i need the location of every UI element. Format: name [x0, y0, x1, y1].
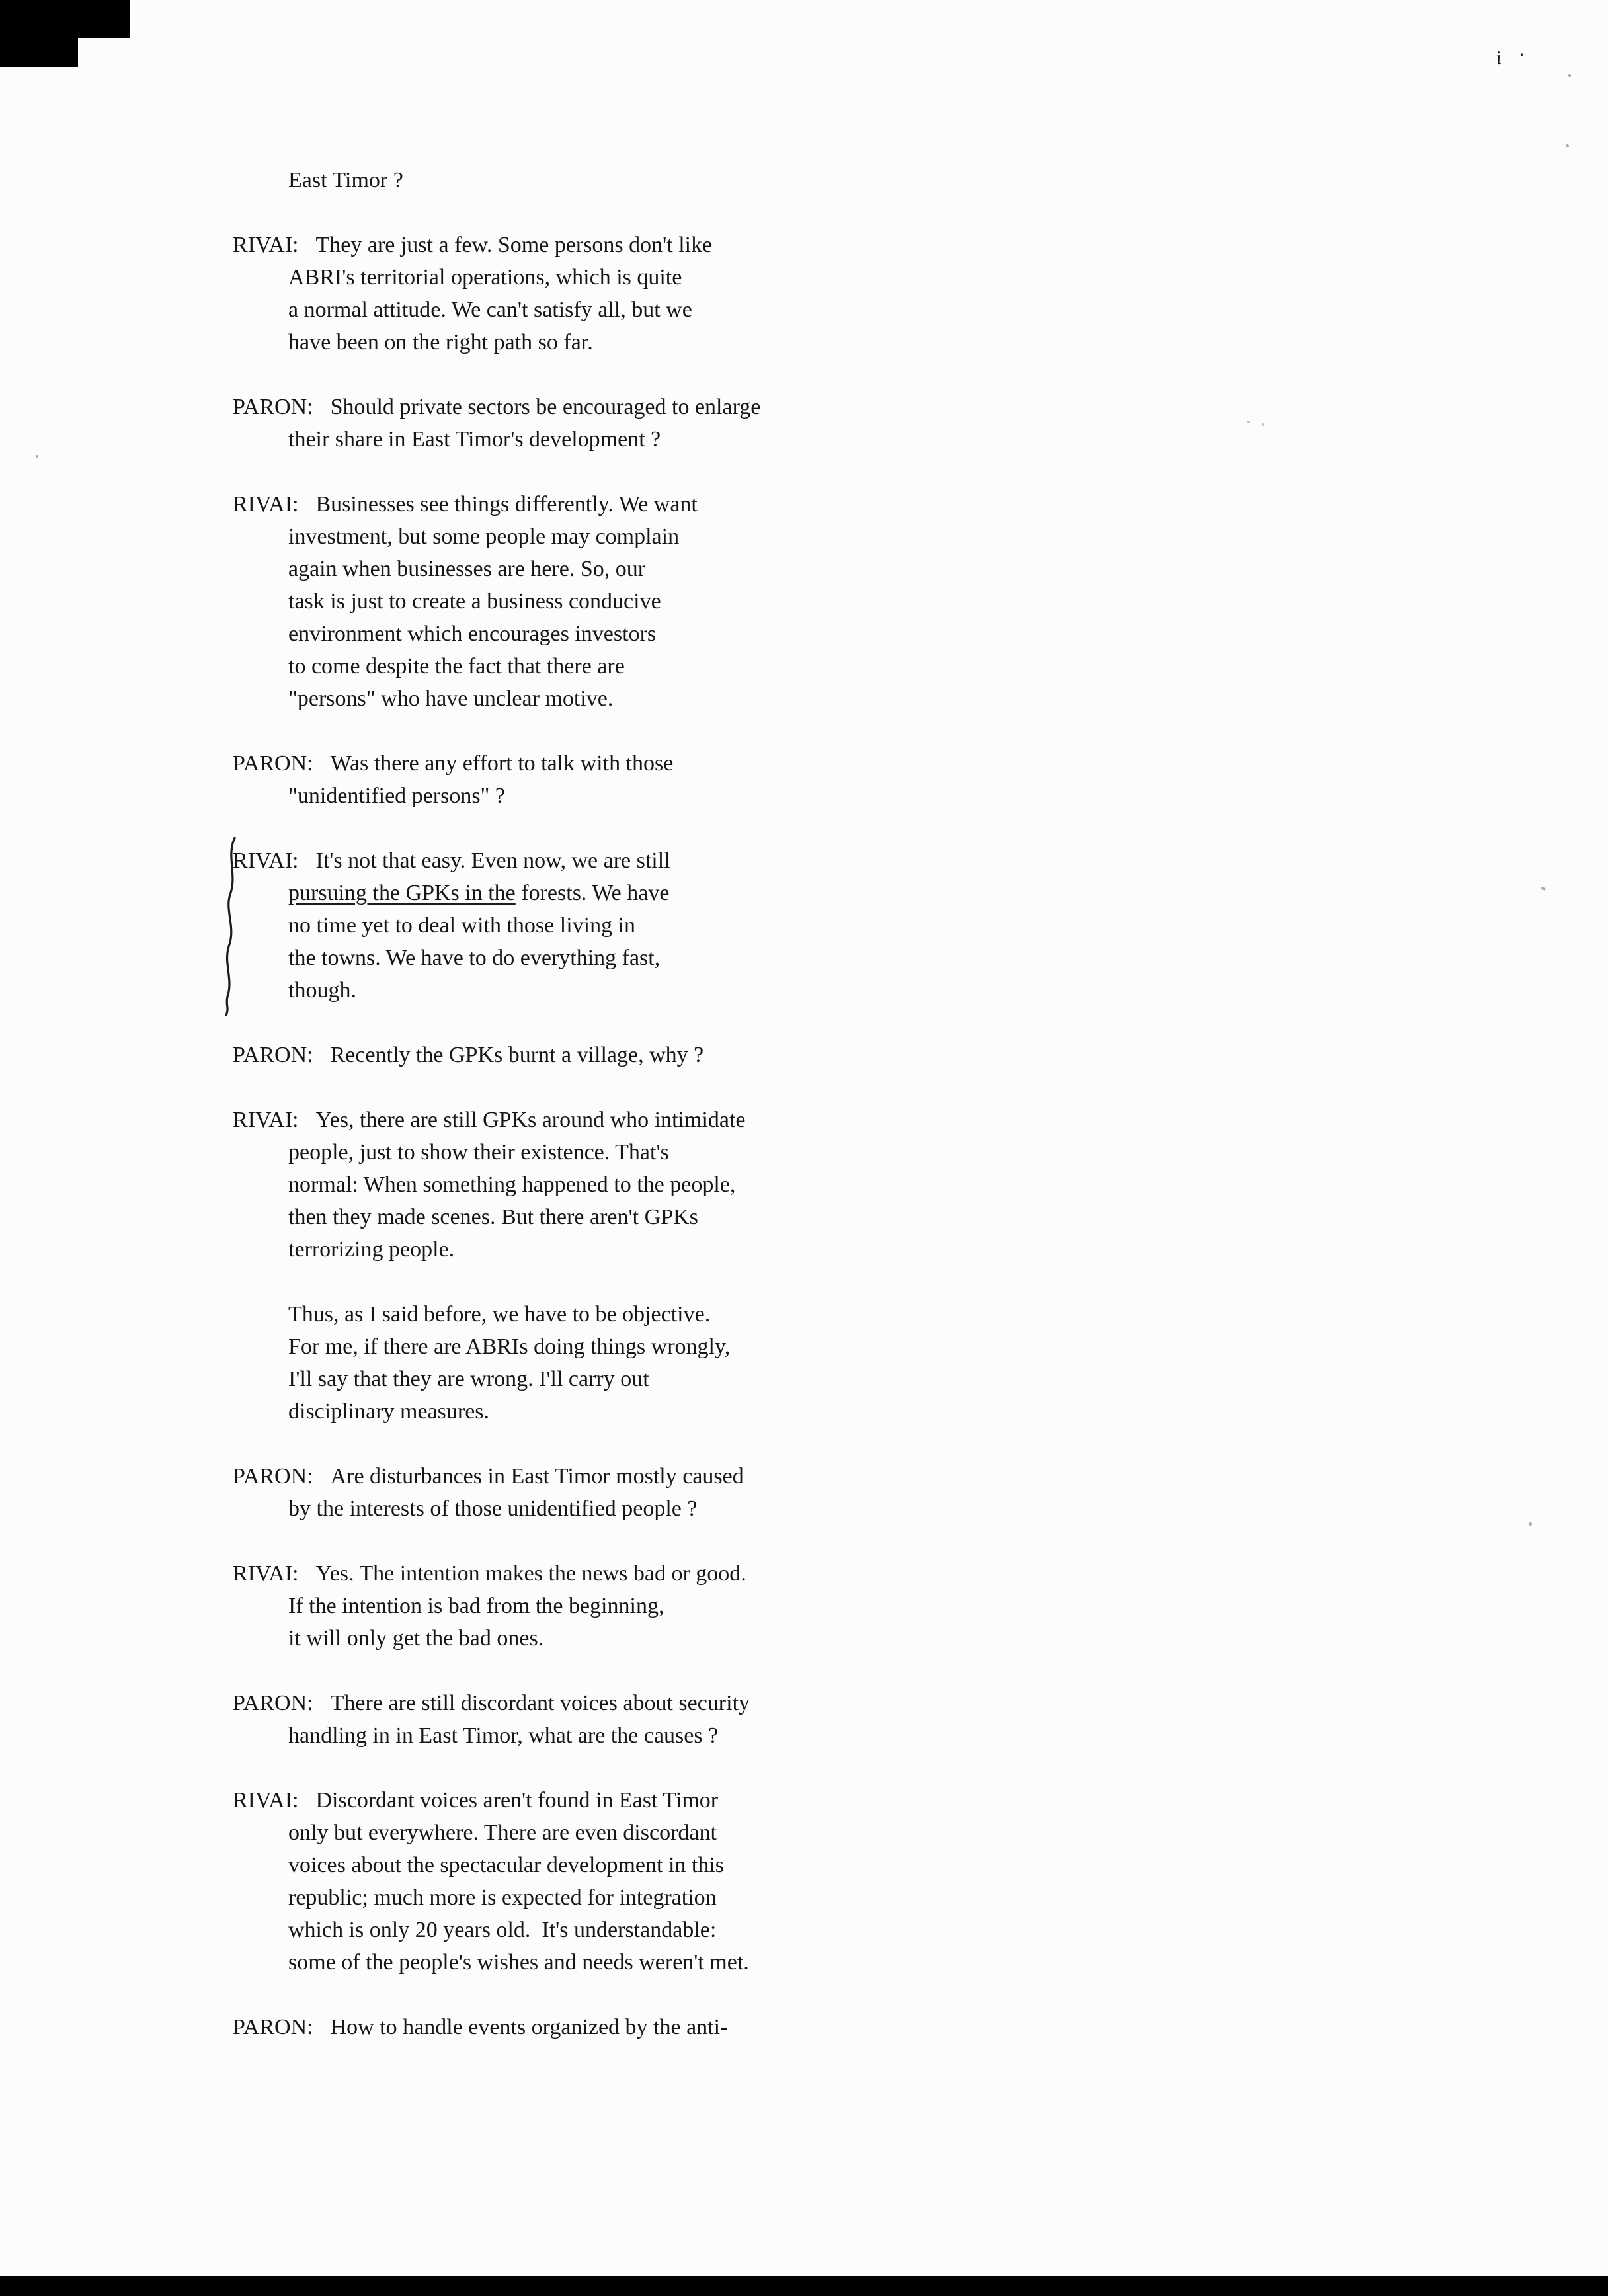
text-line — [233, 261, 760, 294]
text-line — [233, 585, 760, 618]
line-text: voices about the spectacular development in this — [288, 1853, 725, 1877]
redaction-bar-bottom — [0, 2276, 1608, 2296]
line-text: investment, but some people may complain — [288, 524, 680, 549]
text-line — [233, 1817, 760, 1849]
dialogue-block — [233, 1298, 760, 1428]
dialogue-block — [233, 1460, 760, 1525]
line-text: "unidentified persons" ? — [288, 784, 506, 808]
speaker-label: PARON: — [233, 1691, 313, 1715]
line-text: I'll say that they are wrong. I'll carry out — [288, 1367, 649, 1391]
text-line — [233, 877, 760, 909]
line-text: disciplinary measures. — [288, 1399, 490, 1424]
line-text: They are just a few. Some persons don't like — [315, 233, 713, 257]
dialogue-block — [233, 2011, 760, 2043]
line-text: "persons" who have unclear motive. — [288, 686, 614, 711]
text-line — [233, 747, 760, 780]
line-text: East Timor ? — [288, 168, 403, 192]
line-text: Yes. The intention makes the news bad or good. — [315, 1561, 746, 1586]
dialogue-block — [233, 391, 760, 456]
speaker-label: RIVAI: — [233, 848, 299, 873]
dialogue-block — [233, 488, 760, 715]
line-text: environment which encourages investors — [288, 622, 657, 646]
scan-speck — [1529, 1522, 1532, 1526]
text-line — [233, 1233, 760, 1266]
text-line — [233, 1039, 760, 1071]
text-line — [233, 1849, 760, 1881]
text-line — [233, 1201, 760, 1233]
handwritten-mark: i · — [1494, 42, 1533, 69]
text-line — [233, 1719, 760, 1752]
line-text: normal: When something happened to the people, — [288, 1172, 736, 1197]
line-text: have been on the right path so far. — [288, 330, 593, 354]
text-line — [233, 488, 760, 520]
line-text: their share in East Timor's development ? — [288, 427, 661, 452]
text-line — [233, 1168, 760, 1201]
speaker-label: PARON: — [233, 2015, 313, 2039]
line-text: only but everywhere. There are even discordant — [288, 1821, 717, 1845]
line-text: ABRI's territorial operations, which is quite — [288, 265, 682, 290]
text-line — [233, 164, 760, 196]
text-line — [233, 1881, 760, 1914]
text-line — [233, 1946, 760, 1979]
speaker-label: RIVAI: — [233, 1108, 299, 1132]
line-text: It's not that easy. Even now, we are still — [315, 848, 670, 873]
dialogue-block — [233, 1104, 760, 1266]
line-text: For me, if there are ABRIs doing things wrongly, — [288, 1334, 731, 1359]
text-line — [233, 844, 760, 877]
dialogue-block — [233, 1784, 760, 1979]
line-text: which is only 20 years old. It's understandable: — [288, 1918, 717, 1942]
scan-speck — [1262, 423, 1264, 426]
speaker-label: PARON: — [233, 1464, 313, 1489]
dialogue-block — [233, 1039, 760, 1071]
line-text: it will only get the bad ones. — [288, 1626, 544, 1651]
line-text: Businesses see things differently. We want — [315, 492, 698, 516]
line-text: Was there any effort to talk with those — [330, 751, 674, 776]
text-line — [233, 780, 760, 812]
text-line — [233, 229, 760, 261]
line-text: handling in in East Timor, what are the causes ? — [288, 1723, 719, 1748]
text-line — [233, 1914, 760, 1946]
line-text: Yes, there are still GPKs around who intimidate — [315, 1108, 746, 1132]
line-text: How to handle events organized by the anti- — [330, 2015, 728, 2039]
text-line — [233, 294, 760, 326]
speaker-label: RIVAI: — [233, 233, 299, 257]
text-line — [233, 1493, 760, 1525]
speaker-label: PARON: — [233, 1043, 313, 1067]
text-line — [233, 1590, 760, 1622]
line-text: Thus, as I said before, we have to be objective. — [288, 1302, 711, 1327]
line-text: If the intention is bad from the beginning, — [288, 1594, 664, 1618]
text-line — [233, 1687, 760, 1719]
line-text: the towns. We have to do everything fast, — [288, 946, 661, 970]
text-line — [233, 618, 760, 650]
text-line — [233, 326, 760, 358]
text-line — [233, 650, 760, 682]
scan-speck — [1541, 887, 1547, 891]
text-line — [233, 391, 760, 423]
text-line — [233, 1622, 760, 1655]
text-line — [233, 2011, 760, 2043]
text-line — [233, 909, 760, 942]
speaker-label: PARON: — [233, 751, 313, 776]
dialogue-block — [233, 164, 760, 196]
line-text: There are still discordant voices about security — [330, 1691, 750, 1715]
line-text: then they made scenes. But there aren't GPKs — [288, 1205, 698, 1229]
text-line — [233, 553, 760, 585]
line-text: Should private sectors be encouraged to enlarge — [330, 395, 761, 419]
line-text: Recently the GPKs burnt a village, why ? — [330, 1043, 704, 1067]
line-text: some of the people's wishes and needs weren't met. — [288, 1950, 749, 1975]
text-line — [233, 1557, 760, 1590]
scan-speck — [36, 455, 38, 458]
text-line — [233, 1298, 760, 1331]
text-line — [233, 1136, 760, 1168]
dialogue-block — [233, 747, 760, 812]
speaker-label: RIVAI: — [233, 1561, 299, 1586]
transcript-body — [233, 164, 760, 2076]
scan-speck — [1566, 144, 1569, 147]
text-line — [233, 1460, 760, 1493]
text-line — [233, 682, 760, 715]
scan-speck — [1568, 74, 1571, 77]
line-text: Are disturbances in East Timor mostly caused — [330, 1464, 744, 1489]
dialogue-block — [233, 1687, 760, 1752]
speaker-label: RIVAI: — [233, 492, 299, 516]
underlined-text: pursuing the GPKs in the — [288, 881, 516, 905]
line-text: people, just to show their existence. That's — [288, 1140, 669, 1165]
speaker-label: RIVAI: — [233, 1788, 299, 1813]
text-line — [233, 1331, 760, 1363]
line-text: by the interests of those unidentified people ? — [288, 1496, 698, 1521]
line-text: republic; much more is expected for integration — [288, 1885, 717, 1910]
line-text: again when businesses are here. So, our — [288, 557, 646, 581]
text-line — [233, 974, 760, 1006]
line-text: terrorizing people. — [288, 1237, 455, 1262]
line-text: pursuing the GPKs in the forests. We have — [288, 881, 670, 905]
dialogue-block — [233, 1557, 760, 1655]
line-text: a normal attitude. We can't satisfy all, but we — [288, 298, 692, 322]
text-line — [233, 1395, 760, 1428]
text-line — [233, 1363, 760, 1395]
line-text: to come despite the fact that there are — [288, 654, 625, 678]
text-line — [233, 520, 760, 553]
margin-squiggle-mark — [220, 837, 243, 1016]
redaction-bar-top-left — [0, 0, 130, 38]
line-text: though. — [288, 978, 356, 1003]
dialogue-block — [233, 844, 760, 1006]
line-text: task is just to create a business conducive — [288, 589, 661, 614]
dialogue-block — [233, 229, 760, 358]
text-line — [233, 423, 760, 456]
redaction-bar-top-left-2 — [0, 38, 78, 67]
text-line — [233, 942, 760, 974]
text-line — [233, 1784, 760, 1817]
scan-speck — [1247, 421, 1250, 423]
speaker-label: PARON: — [233, 395, 313, 419]
text-line — [233, 1104, 760, 1136]
line-text: Discordant voices aren't found in East Timor — [315, 1788, 719, 1813]
line-text: no time yet to deal with those living in — [288, 913, 636, 938]
